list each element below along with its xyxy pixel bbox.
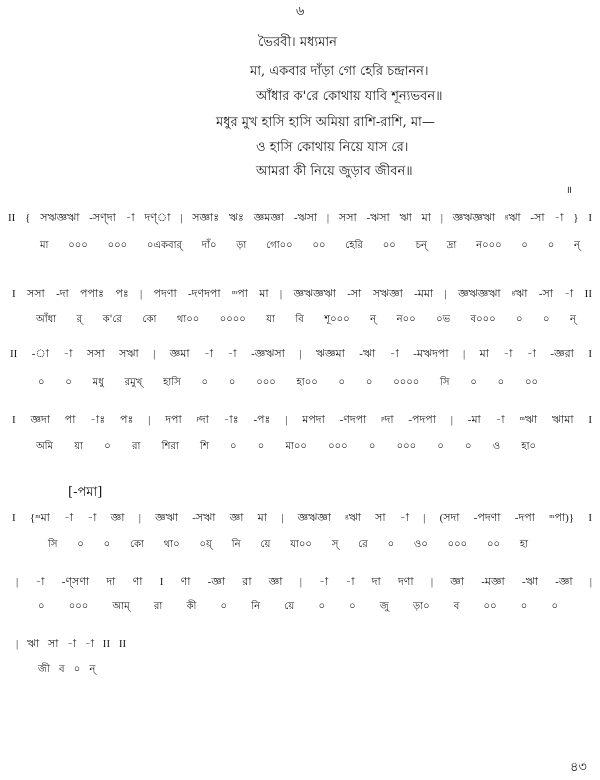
poem-line: আঁধার ক'রে কোথায় যাবি শূন্যভবন॥ — [256, 89, 443, 104]
poem-line: মা, একবার দাঁড়া গো হেরি চন্দ্রানন। — [250, 64, 429, 79]
notation-lyric-line: অমি য়া ০ রা শিরা শি ০ ০ মা০০ ০০০ ০ ০০০ ০ ০ ও হা০ — [36, 441, 536, 452]
notation-lyric-line: আঁধা র্ ক'রে কো থা০০ ০০০০ যা বি শূ০০০ ন্ ন০০ ০ভ ব০০০ ০ ০ ন্ — [36, 314, 576, 325]
notation-swara-line: II -া -া সসা সঋা | জ্ঞমা -া -া -জ্ঞঋসা | ঋজ্ঞমা -ঋা -া -মঋদপা | মা -া -া -জ্ঞরা I — [10, 348, 592, 360]
poem-line: মধুর মুখ হাসি হাসি অমিয়া রাশি-রাশি, মা— — [216, 115, 435, 130]
annotation: [-পমা] — [68, 485, 103, 500]
notation-lyric-line: সি ০ ০ কো থা০ ০য়্ নি য়ে যা০০ স্ রে ০ ও০ ০০০ ০০ হা — [48, 539, 528, 550]
notation-lyric-line: ০ ০ মধু রমুখ্ হাসি ০ ০ ০০০ হা০০ ০ ০ ০০০০ সি ০ ০ ০০ — [38, 377, 538, 388]
repeat-mark: ॥ — [566, 185, 572, 196]
poem-line: আমরা কী নিয়ে জুড়াব জীবন॥ — [256, 164, 413, 179]
notation-swara-line: | ঋা সা -া -া II II — [16, 638, 127, 650]
notation-swara-line: | -া -ণ্সণা দা ণা I ণা -জ্ঞা রা জ্ঞা | -া -া দা দণা | জ্ঞা -মজ্ঞা -ঋা -জ্ঞা | — [16, 576, 592, 588]
notation-swara-line: II { সঋজ্ঞঋা -সণ্দা -া দণ্া | সজ্ঞাঃ ঋঃ জ্ঞমজ্ঞা -ঋসা | সসা -ঋসা ঋা মা | জ্ঞঋজ্ঞঋা ᵍঋা -সা -া } I — [8, 212, 592, 224]
notation-lyric-line: ০ ০০০ আম্ রা কী ০ নি য়ে ০ ০ জু ড়া০ ব ০০ ০ ০ — [38, 601, 558, 612]
poem-line: ও হাসি কোথায় নিয়ে যাস রে। — [256, 140, 409, 155]
notation-swara-line: I {ᵐমা -া -া জ্ঞা | জ্ঞঋা -সঋা জ্ঞা মা | জ্ঞঋজ্ঞা ᵍঋা সা -া | (সদা -পদণা -দপা ᵐপা)} I — [12, 512, 592, 524]
page-number: ৪৩ — [570, 760, 587, 775]
notation-swara-line: I জ্ঞদা পা -াঃ পঃ | দপা ᵖদা -াঃ -পঃ | মপদা -ণদপা ᵖদা -পদপা | -মা -া ᵐঋা ঋামা I — [12, 414, 592, 426]
song-title: ভৈরবী। মধ্যমান — [258, 35, 337, 50]
notation-lyric-line: মা ০০০ ০০০ ০একবার্ দাঁ০ ড়া গো০০ ০০ হেরি ০০ চন্ দ্রা ন০০০ ০ ০ ন্ — [40, 240, 580, 251]
notation-swara-line: I সসা -দা পপাঃ পঃ | পদণা -দণদপা ᵐপা মা | জ্ঞঋজ্ঞঋা -সা সঋজ্ঞা -মমা | জ্ঞঋজ্ঞঋা ᵍঋা -সা -া II — [12, 288, 592, 300]
notation-lyric-line: জী ব ০ ন্ — [38, 664, 96, 675]
page-header-number: ৬ — [296, 4, 305, 19]
